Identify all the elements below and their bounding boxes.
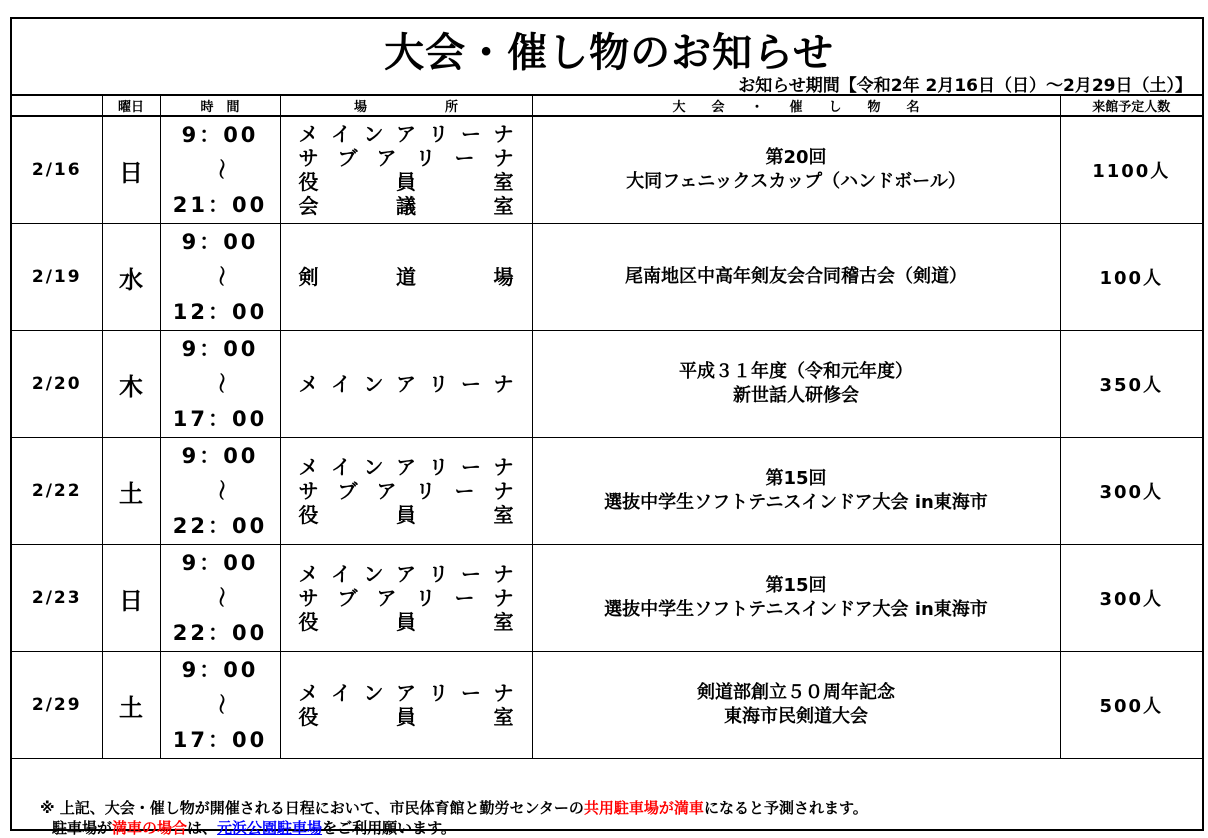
row-date: 2/29	[12, 652, 102, 759]
row-date: 2/19	[12, 224, 102, 331]
row-event	[532, 438, 1060, 545]
time-separator: 〜	[208, 479, 233, 503]
row-venue	[280, 224, 532, 331]
start-time: 9：00	[181, 122, 259, 147]
footnote-line-2: 駐車場が満車の場合は、元浜公園駐車場をご利用願います。	[52, 819, 456, 837]
row-venue	[280, 545, 532, 652]
row-date: 2/23	[12, 545, 102, 652]
end-time: 21：00	[172, 192, 268, 217]
row-time	[160, 116, 280, 224]
event-line: 大同フェニックスカップ（ハンドボール）	[626, 171, 966, 192]
row-attendance: 1100人	[1060, 116, 1202, 224]
venue-line: サ ブ ア リ ー ナ	[298, 146, 514, 170]
row-day: 日	[102, 116, 160, 224]
row-time	[160, 545, 280, 652]
row-time	[160, 652, 280, 759]
notice-period: お知らせ期間【令和2年 2月16日（日）～2月29日（土）】	[738, 76, 1192, 96]
venue-line: メ イ ン ア リ ー ナ	[298, 681, 514, 705]
row-venue	[280, 438, 532, 545]
event-line: 選抜中学生ソフトテニスインドア大会 in東海市	[604, 599, 988, 620]
parking-full-warning: 共用駐車場が満車	[583, 799, 704, 817]
page-title: 大会・催し物のお知らせ	[384, 30, 834, 76]
time-separator: 〜	[208, 693, 233, 717]
footnote-line-1: ※ 上記、大会・催し物が開催される日程において、市民体育館と勤労センターの共用駐車場が満車になると予測されます。	[40, 799, 868, 817]
venue-line: 役 員 室	[298, 705, 514, 729]
venue-line: サ ブ ア リ ー ナ	[298, 479, 514, 503]
start-time: 9：00	[181, 550, 259, 575]
event-line: 平成３１年度（令和元年度）	[679, 361, 913, 382]
alt-parking-link[interactable]: 元浜公園駐車場	[217, 819, 323, 837]
row-time	[160, 331, 280, 438]
row-time	[160, 224, 280, 331]
row-day: 木	[102, 331, 160, 438]
venue-line: メ イ ン ア リ ー ナ	[298, 122, 514, 146]
end-time: 12：00	[172, 299, 268, 324]
end-time: 17：00	[172, 727, 268, 752]
row-event	[532, 545, 1060, 652]
venue-line: メ イ ン ア リ ー ナ	[298, 372, 514, 396]
venue-line: 剣 道 場	[298, 265, 514, 289]
venue-line: サ ブ ア リ ー ナ	[298, 586, 514, 610]
row-day: 水	[102, 224, 160, 331]
end-time: 17：00	[172, 406, 268, 431]
row-event	[532, 116, 1060, 224]
row-date: 2/22	[12, 438, 102, 545]
venue-line: 会 議 室	[298, 194, 514, 218]
end-time: 22：00	[172, 513, 268, 538]
time-separator: 〜	[208, 158, 233, 182]
table-row	[12, 438, 1202, 545]
event-line: 新世話人研修会	[733, 385, 859, 406]
table-row	[12, 224, 1202, 331]
venue-line: メ イ ン ア リ ー ナ	[298, 562, 514, 586]
venue-line: 役 員 室	[298, 503, 514, 527]
venue-line: 役 員 室	[298, 170, 514, 194]
row-event	[532, 652, 1060, 759]
row-venue	[280, 331, 532, 438]
header-venue: 場 所	[280, 95, 532, 116]
event-line: 選抜中学生ソフトテニスインドア大会 in東海市	[604, 492, 988, 513]
venue-line: メ イ ン ア リ ー ナ	[298, 455, 514, 479]
venue-line: 役 員 室	[298, 610, 514, 634]
header-attendance: 来館予定人数	[1060, 95, 1202, 116]
header-date	[12, 95, 102, 116]
time-separator: 〜	[208, 372, 233, 396]
start-time: 9：00	[181, 657, 259, 682]
time-separator: 〜	[208, 586, 233, 610]
table-row	[12, 116, 1202, 224]
row-attendance: 500人	[1060, 652, 1202, 759]
row-time	[160, 438, 280, 545]
start-time: 9：00	[181, 443, 259, 468]
row-day: 日	[102, 545, 160, 652]
table-header-row	[12, 95, 1202, 116]
event-line: 第15回	[765, 575, 827, 596]
header-day: 曜日	[102, 95, 160, 116]
time-separator: 〜	[208, 265, 233, 289]
schedule-table	[12, 94, 1202, 759]
row-day: 土	[102, 652, 160, 759]
table-row	[12, 652, 1202, 759]
row-attendance: 300人	[1060, 545, 1202, 652]
event-line: 尾南地区中高年剣友会合同稽古会（剣道）	[625, 266, 967, 287]
notice-sheet	[10, 17, 1204, 837]
footnote	[40, 798, 868, 838]
event-line: 剣道部創立５０周年記念	[697, 682, 895, 703]
row-venue	[280, 116, 532, 224]
row-venue	[280, 652, 532, 759]
full-case-text: 満車の場合	[112, 819, 188, 837]
table-row	[12, 331, 1202, 438]
row-day: 土	[102, 438, 160, 545]
start-time: 9：00	[181, 336, 259, 361]
event-line: 第20回	[765, 147, 827, 168]
event-line: 第15回	[765, 468, 827, 489]
row-attendance: 350人	[1060, 331, 1202, 438]
row-date: 2/20	[12, 331, 102, 438]
row-event	[532, 224, 1060, 331]
end-time: 22：00	[172, 620, 268, 645]
row-attendance: 300人	[1060, 438, 1202, 545]
row-date: 2/16	[12, 116, 102, 224]
event-line: 東海市民剣道大会	[724, 706, 868, 727]
header-time: 時 間	[160, 95, 280, 116]
start-time: 9：00	[181, 229, 259, 254]
header-event: 大 会 ・ 催 し 物 名	[532, 95, 1060, 116]
table-row	[12, 545, 1202, 652]
row-attendance: 100人	[1060, 224, 1202, 331]
row-event	[532, 331, 1060, 438]
